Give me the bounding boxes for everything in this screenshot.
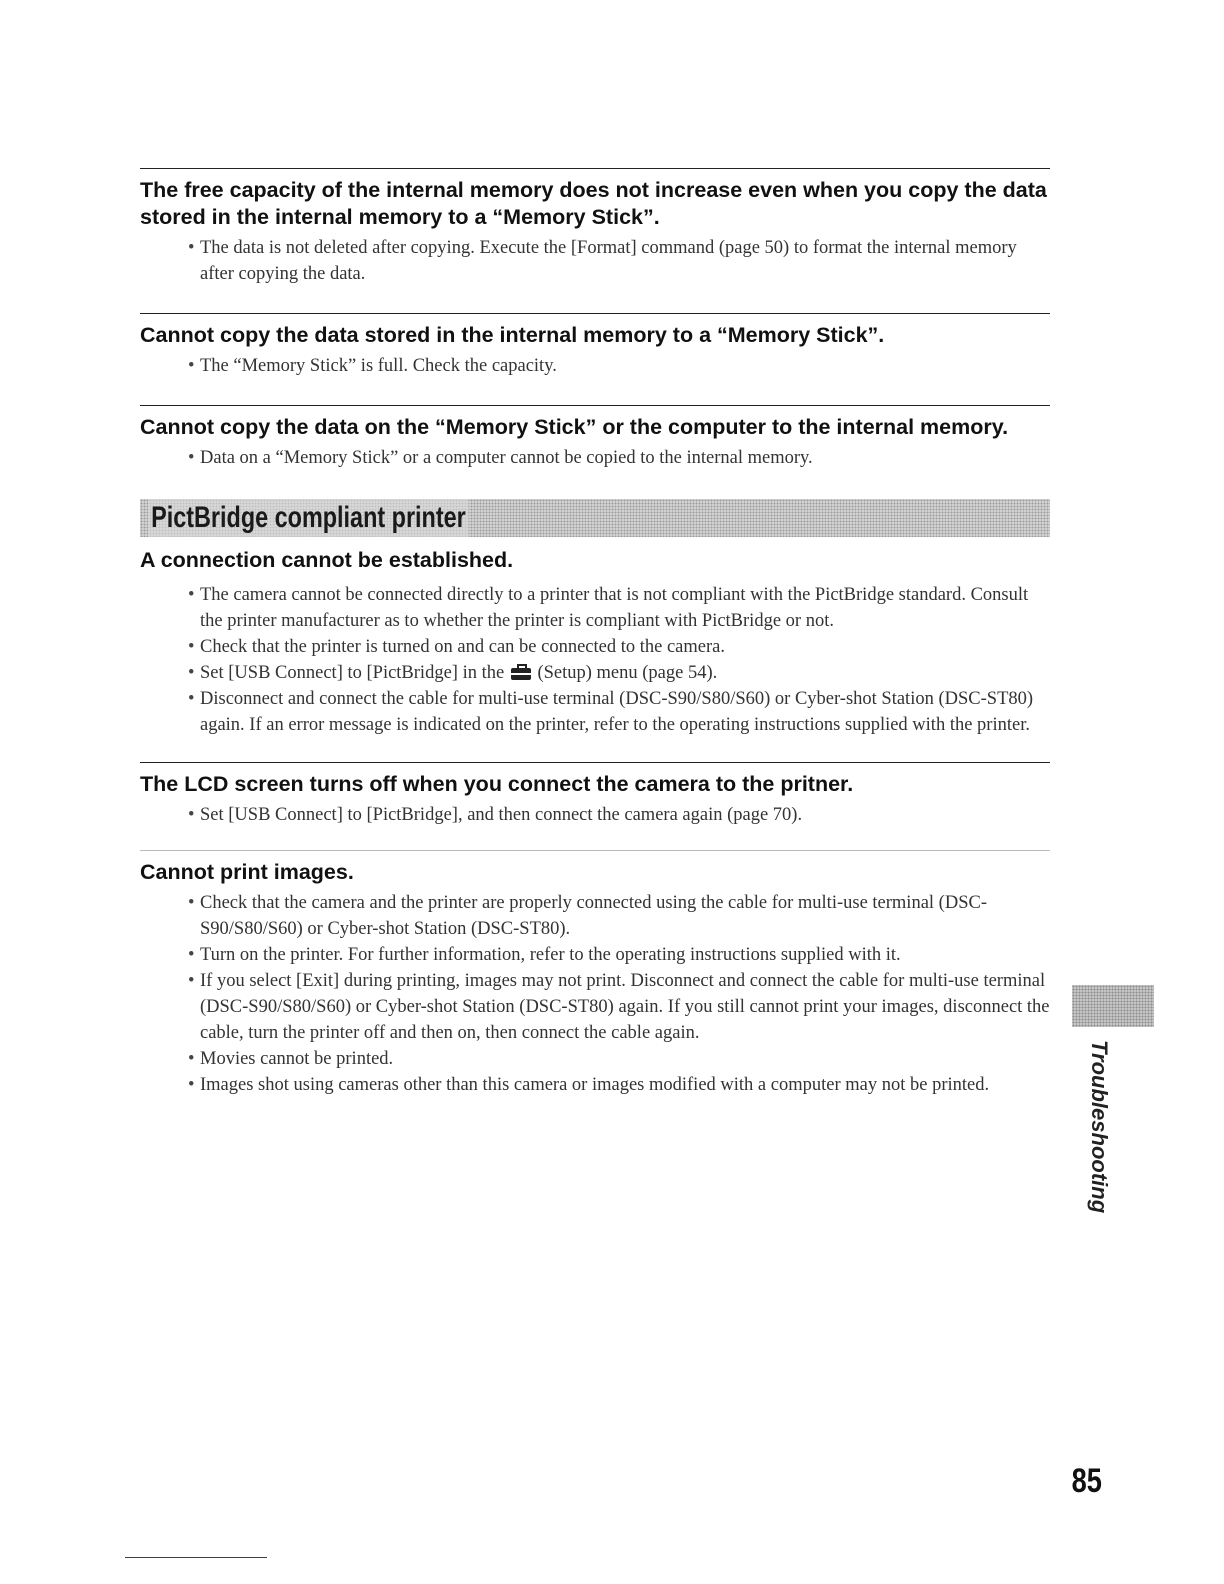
section-cannot-copy-to-stick <box>140 313 1050 379</box>
list-item: • Turn on the printer. For further information, refer to the operating instructions supplied with it. <box>200 942 1050 968</box>
section-heading: A connection cannot be established. <box>140 548 514 572</box>
bullet-list <box>140 235 1050 287</box>
page-number: 85 <box>1071 1462 1102 1500</box>
list-item: • The camera cannot be connected directly to a printer that is not compliant with the PictBridge standard. Consult the printer manufacturer as to whether the printer is compliant with PictBridge or not. <box>200 582 1050 634</box>
list-item: • Set [USB Connect] to [PictBridge], and then connect the camera again (page 70). <box>200 802 1050 828</box>
bullet-list <box>140 445 1050 471</box>
bullet-list <box>140 890 1050 1098</box>
section-cannot-print <box>140 850 1050 1098</box>
list-item: • Images shot using cameras other than this camera or images modified with a computer may not be printed. <box>200 1072 1050 1098</box>
bullet-list <box>140 353 1050 379</box>
list-item: • The “Memory Stick” is full. Check the capacity. <box>200 353 1050 379</box>
pictbridge-banner <box>140 499 1050 537</box>
section-heading: Cannot print images. <box>140 860 354 884</box>
side-tab-marker <box>1072 985 1154 1027</box>
list-item <box>200 660 1050 686</box>
section-heading: The LCD screen turns off when you connect the camera to the pritner. <box>140 772 854 796</box>
list-item: • The data is not deleted after copying. Execute the [Format] command (page 50) to format the internal memory after copying the data. <box>200 235 1050 287</box>
section-heading: The free capacity of the internal memory does not increase even when you copy the data stored in the internal memory to a “Memory Stick”. <box>140 178 1047 229</box>
side-tab-text: Troubleshooting <box>1087 1040 1112 1214</box>
side-tab-label <box>1087 1040 1132 1214</box>
list-item: • Check that the printer is turned on and can be connected to the camera. <box>200 634 1050 660</box>
list-item-text: Set [USB Connect] to [PictBridge] in the <box>200 663 505 683</box>
banner-bar <box>140 499 1050 537</box>
list-item: • Movies cannot be printed. <box>200 1046 1050 1072</box>
bullet-list <box>140 582 1050 738</box>
banner-title: PictBridge compliant printer <box>148 499 469 537</box>
footer-rule <box>125 1557 267 1558</box>
bullet-list <box>140 802 1050 828</box>
section-free-capacity <box>140 168 1050 287</box>
list-item: • Data on a “Memory Stick” or a computer cannot be copied to the internal memory. <box>200 445 1050 471</box>
section-heading: Cannot copy the data stored in the internal memory to a “Memory Stick”. <box>140 323 885 347</box>
section-connection <box>140 547 1050 738</box>
list-item: • Check that the camera and the printer are properly connected using the cable for multi-use terminal (DSC-S90/S80/S60) or Cyber-shot Station (DSC-ST80). <box>200 890 1050 942</box>
list-item-text: (Setup) menu (page 54). <box>537 663 718 683</box>
setup-icon <box>511 664 531 680</box>
page-content <box>140 168 1050 1098</box>
list-item: • If you select [Exit] during printing, images may not print. Disconnect and connect the cable for multi-use terminal (DSC-S90/S80/S60) or Cyber-shot Station (DSC-ST80) again. If you still cannot print your images, disconnect the cable, turn the printer off and then on, then connect the cable again. <box>200 968 1050 1046</box>
section-cannot-copy-to-internal <box>140 405 1050 471</box>
section-heading: Cannot copy the data on the “Memory Stick” or the computer to the internal memory. <box>140 415 1009 439</box>
section-lcd-off <box>140 762 1050 828</box>
list-item: • Disconnect and connect the cable for multi-use terminal (DSC-S90/S80/S60) or Cyber-shot Station (DSC-ST80) again. If an error message is indicated on the printer, refer to the operating instructions supplied with the printer. <box>200 686 1050 738</box>
